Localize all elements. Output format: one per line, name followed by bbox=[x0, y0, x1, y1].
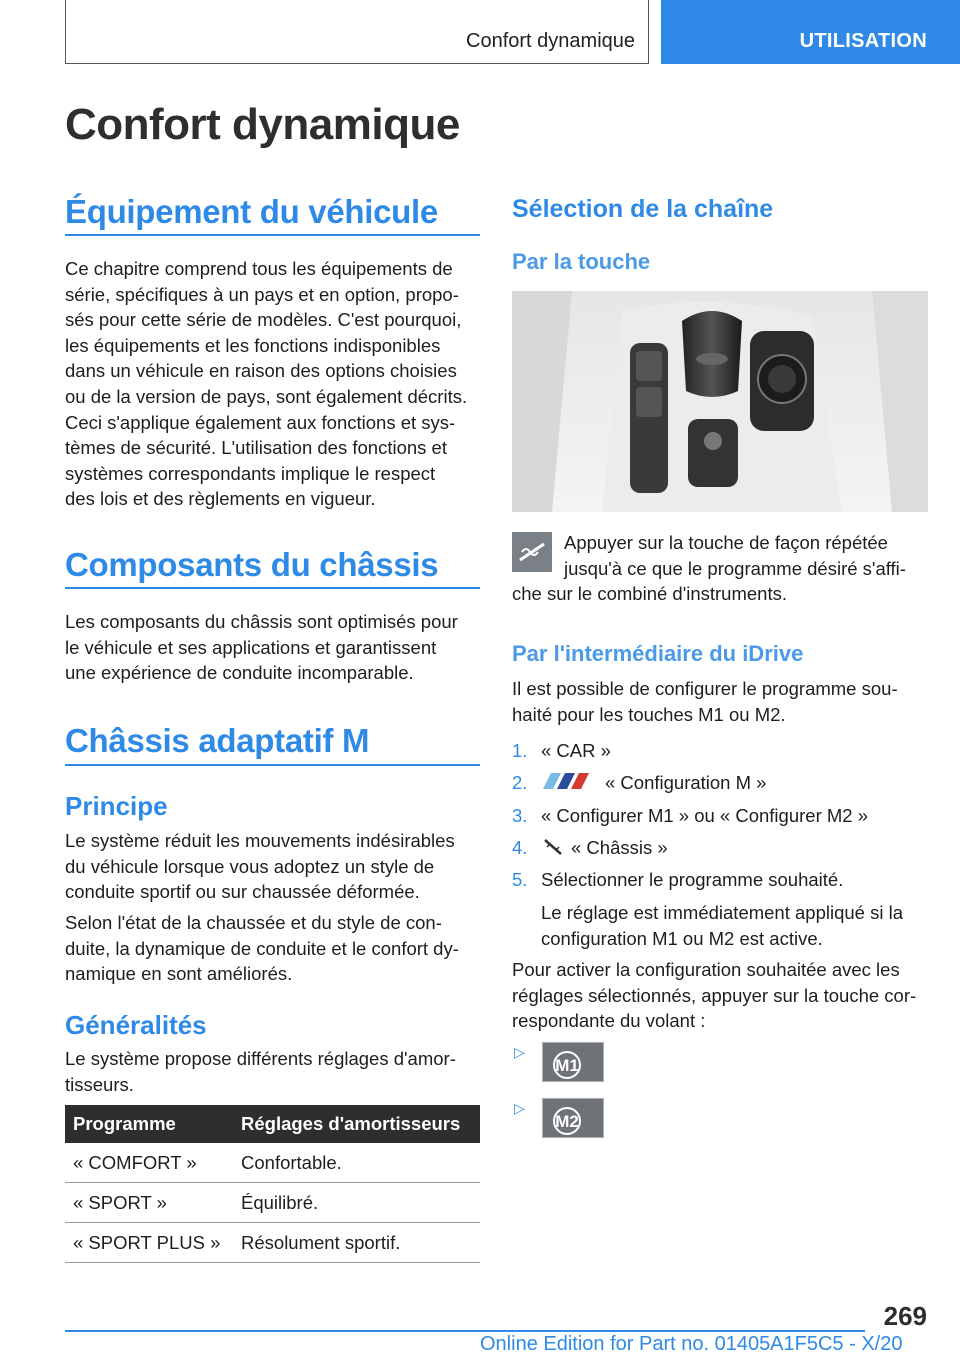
par-touche-text: Appuyer sur la touche de façon répétée jusqu'à ce que le programme désiré s'affi‐ bbox=[564, 532, 906, 579]
heading-principe: Principe bbox=[65, 791, 168, 821]
heading-par-touche: Par la touche bbox=[512, 249, 651, 274]
step-text: « Châssis » bbox=[571, 837, 668, 858]
page-title: Confort dynamique bbox=[65, 100, 460, 149]
header-section-title: Confort dynamique bbox=[466, 30, 635, 52]
heading-rule bbox=[65, 587, 480, 589]
table-header-row bbox=[65, 1105, 480, 1143]
step-text: « CAR » bbox=[541, 740, 611, 761]
table-cell: Équilibré. bbox=[233, 1183, 480, 1223]
table-header: Réglages d'amortisseurs bbox=[233, 1105, 480, 1143]
step-text: « Configuration M » bbox=[605, 772, 767, 793]
step-text: Sélectionner le programme souhaité. bbox=[541, 869, 844, 890]
m1-key-icon bbox=[542, 1042, 604, 1082]
svg-text:M2: M2 bbox=[555, 1112, 579, 1131]
bullet-icon: ▷ bbox=[514, 1100, 525, 1116]
heading-rule bbox=[65, 234, 480, 236]
list-item: 1. bbox=[512, 740, 528, 761]
table-row bbox=[65, 1143, 480, 1183]
header-tab-utilisation[interactable] bbox=[661, 0, 960, 64]
header-tab-label: UTILISATION bbox=[799, 30, 927, 52]
svg-text:M1: M1 bbox=[555, 1056, 579, 1075]
heading-selection: Sélection de la chaîne bbox=[512, 195, 774, 223]
step-5-detail: Le réglage est immédiatement appliqué si la configuration M1 ou M2 est active. bbox=[541, 902, 903, 949]
paragraph-equipement: Ce chapitre comprend tous les équipements de série, spécifiques à un pays et en option, propo‐ sés pour cette série de modèles. C'est pourquoi, les équipements et les fonctions indisponibles dans un véhicule en raison des options choisies ou de la version de pays, sont également décrits. Ceci s'applique également aux fonctions et sys‐ tèmes de sécurité. L'utilisation des fonctions et systèmes correspondants implique le respect des lois et des règlements en vigueur. bbox=[65, 258, 468, 510]
paragraph-activation: Pour activer la configuration souhaitée avec les réglages sélectionnés, appuyer sur la touche cor‐ respondante du volant : bbox=[512, 959, 917, 1032]
driving-mode-button-icon bbox=[512, 532, 552, 572]
paragraph-principe-2: Selon l'état de la chaussée et du style de con‐ duite, la dynamique de conduite et le confort dy‐ namique en sont améliorés. bbox=[65, 912, 459, 985]
heading-equipement: Équipement du véhicule bbox=[65, 193, 438, 230]
table-cell: « SPORT » bbox=[65, 1183, 233, 1223]
table-header: Programme bbox=[65, 1105, 233, 1143]
table-cell: « SPORT PLUS » bbox=[65, 1223, 233, 1263]
page-number: 269 bbox=[883, 1301, 927, 1331]
heading-par-idrive: Par l'intermédiaire du iDrive bbox=[512, 641, 804, 666]
table-row bbox=[65, 1223, 480, 1263]
step-text: « Configurer M1 » ou « Configurer M2 » bbox=[541, 805, 869, 826]
paragraph-idrive: Il est possible de configurer le programme sou‐ haité pour les touches M1 ou M2. bbox=[512, 678, 898, 725]
center-console-photo bbox=[512, 291, 928, 512]
heading-chassis-adaptatif: Châssis adaptatif M bbox=[65, 722, 370, 759]
paragraph-generalites: Le système propose différents réglages d'amor‐ tisseurs. bbox=[65, 1048, 456, 1095]
table-row bbox=[65, 1183, 480, 1223]
par-touche-text-cont: che sur le combiné d'instruments. bbox=[512, 583, 787, 604]
table-cell: « COMFORT » bbox=[65, 1143, 233, 1183]
damper-settings-table bbox=[65, 1105, 480, 1263]
paragraph-composants: Les composants du châssis sont optimisés pour le véhicule et ses applications et garantissent une expérience de conduite incomparable. bbox=[65, 611, 458, 684]
paragraph-principe-1: Le système réduit les mouvements indésirables du véhicule lorsque vous adoptez un style de conduite sportif ou sur chaussée déformée. bbox=[65, 830, 455, 903]
footer-rule bbox=[65, 1330, 865, 1332]
list-item: 5. bbox=[512, 869, 528, 890]
table-cell: Résolument sportif. bbox=[233, 1223, 480, 1263]
list-item: 4. bbox=[512, 837, 528, 858]
heading-composants: Composants du châssis bbox=[65, 546, 439, 583]
heading-rule bbox=[65, 764, 480, 766]
bullet-icon: ▷ bbox=[514, 1044, 525, 1060]
list-item: 2. bbox=[512, 772, 528, 793]
m-logo-icon bbox=[543, 773, 595, 789]
chassis-icon bbox=[543, 838, 563, 856]
m2-key-icon bbox=[542, 1098, 604, 1138]
list-item: 3. bbox=[512, 805, 528, 826]
heading-generalites: Généralités bbox=[65, 1010, 207, 1040]
table-cell: Confortable. bbox=[233, 1143, 480, 1183]
edition-link[interactable]: Online Edition for Part no. 01405A1F5C5 - X/20 bbox=[480, 1333, 903, 1355]
